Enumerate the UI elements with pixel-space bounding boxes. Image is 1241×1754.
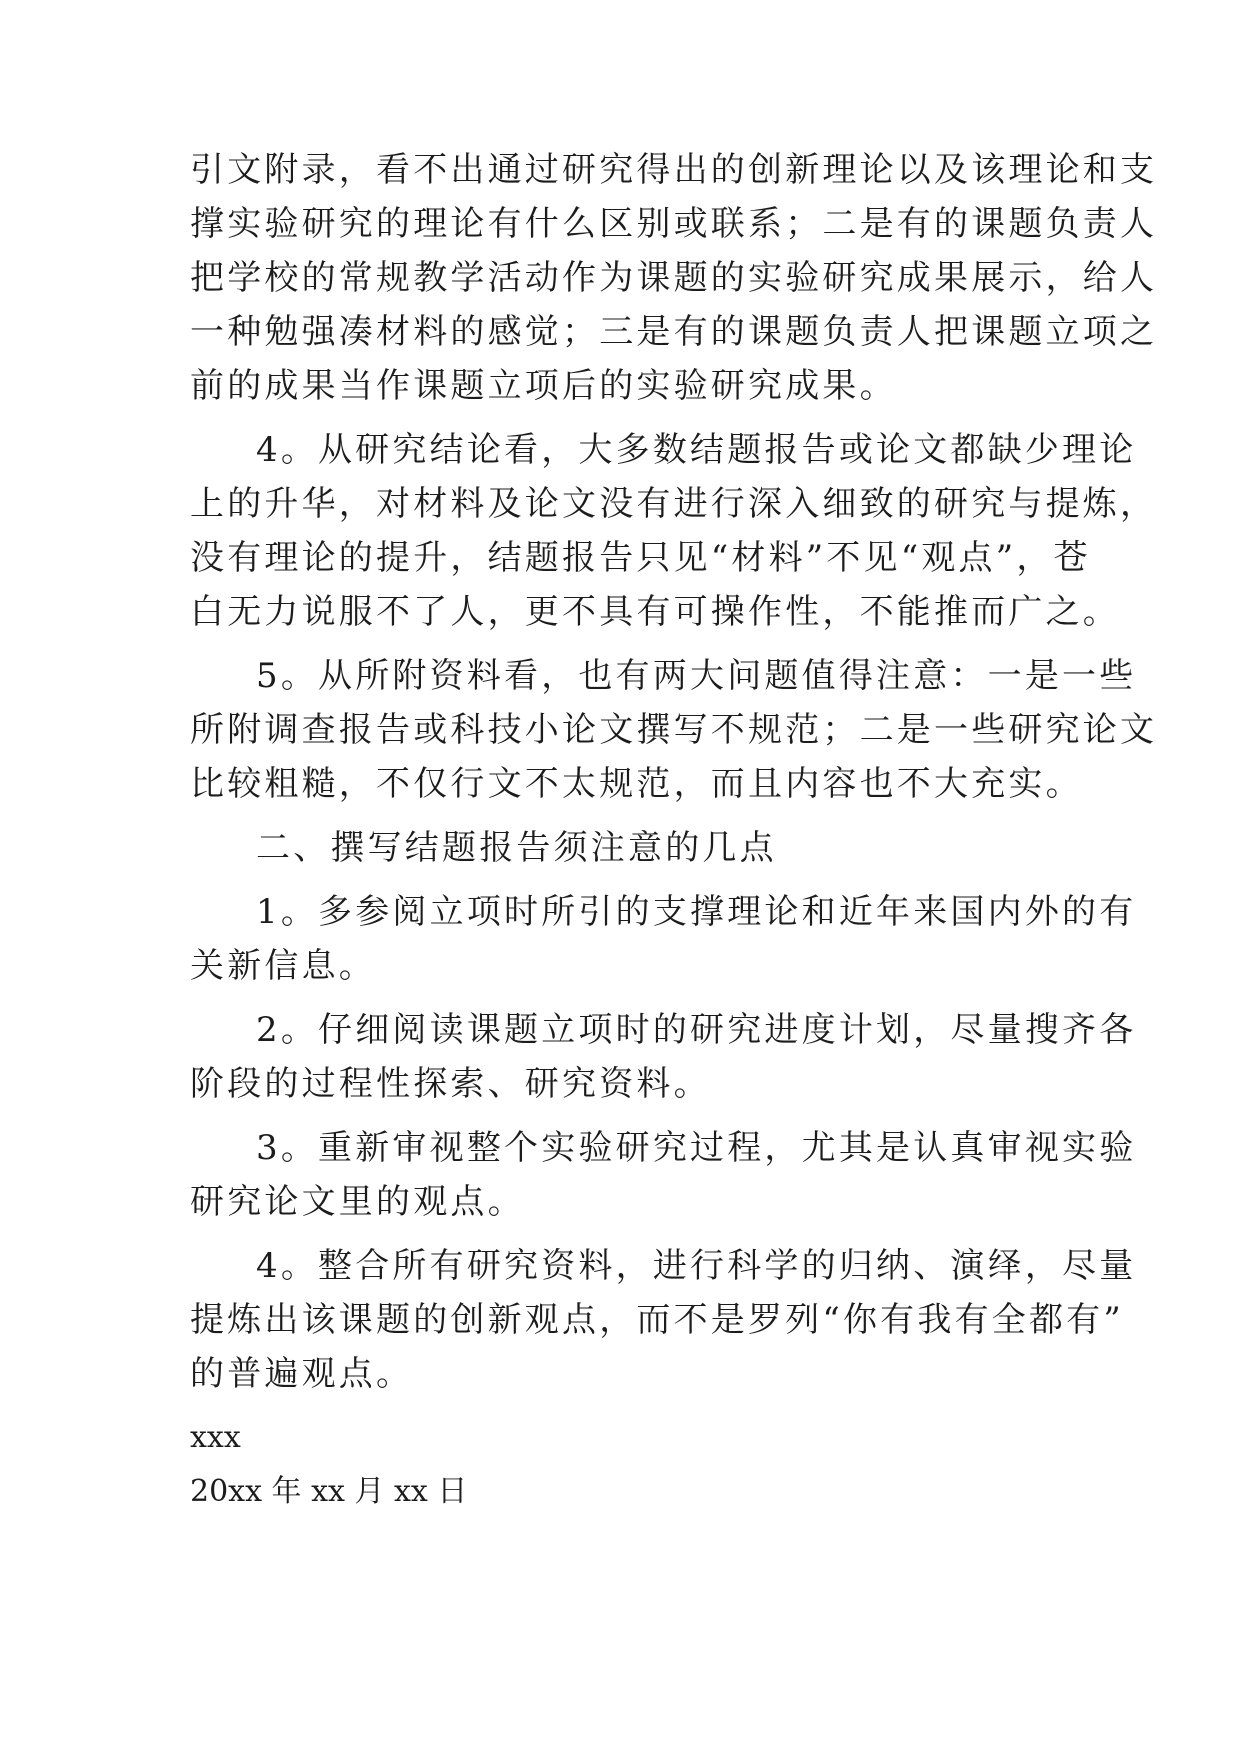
- body-text-line: 比较粗糙，不仅行文不太规范，而且内容也不大充实。: [190, 764, 1083, 804]
- section-heading: 二、撰写结题报告须注意的几点: [256, 828, 777, 868]
- body-text-line: 所附调查报告或科技小论文撰写不规范；二是一些研究论文: [190, 710, 1158, 750]
- paragraph-item-3: 3。重新审视整个实验研究过程，尤其是认真审视实验: [256, 1128, 1137, 1168]
- body-text-line: 研究论文里的观点。: [190, 1182, 525, 1222]
- body-text-line: 把学校的常规教学活动作为课题的实验研究成果展示，给人: [190, 258, 1158, 298]
- body-text-line: 引文附录，看不出通过研究得出的创新理论以及该理论和支: [190, 150, 1158, 190]
- signature-name: xxx: [190, 1420, 241, 1455]
- paragraph-item-1: 1。多参阅立项时所引的支撑理论和近年来国内外的有: [256, 892, 1137, 932]
- body-text-line: 前的成果当作课题立项后的实验研究成果。: [190, 366, 897, 406]
- body-text-line: 没有理论的提升，结题报告只见“材料”不见“观点”，苍: [190, 538, 1091, 578]
- body-text-line: 提炼出该课题的创新观点，而不是罗列“你有我有全都有”: [190, 1300, 1124, 1340]
- paragraph-item-2: 2。仔细阅读课题立项时的研究进度计划，尽量搜齐各: [256, 1010, 1137, 1050]
- body-text-line: 撑实验研究的理论有什么区别或联系；二是有的课题负责人: [190, 204, 1158, 244]
- body-text-line: 上的升华，对材料及论文没有进行深入细致的研究与提炼，: [190, 484, 1158, 524]
- body-text-line: 阶段的过程性探索、研究资料。: [190, 1064, 711, 1104]
- paragraph-item-4b: 4。整合所有研究资料，进行科学的归纳、演绎，尽量: [256, 1246, 1137, 1286]
- body-text-line: 一种勉强凑材料的感觉；三是有的课题负责人把课题立项之: [190, 312, 1158, 352]
- body-text-line: 的普遍观点。: [190, 1354, 414, 1394]
- body-text-line: 关新信息。: [190, 946, 376, 986]
- body-text-line: 白无力说服不了人，更不具有可操作性，不能推而广之。: [190, 592, 1120, 632]
- paragraph-item-4: 4。从研究结论看，大多数结题报告或论文都缺少理论: [256, 430, 1137, 470]
- signature-date: 20xx 年 xx 月 xx 日: [190, 1474, 468, 1509]
- paragraph-item-5: 5。从所附资料看，也有两大问题值得注意：一是一些: [256, 656, 1137, 696]
